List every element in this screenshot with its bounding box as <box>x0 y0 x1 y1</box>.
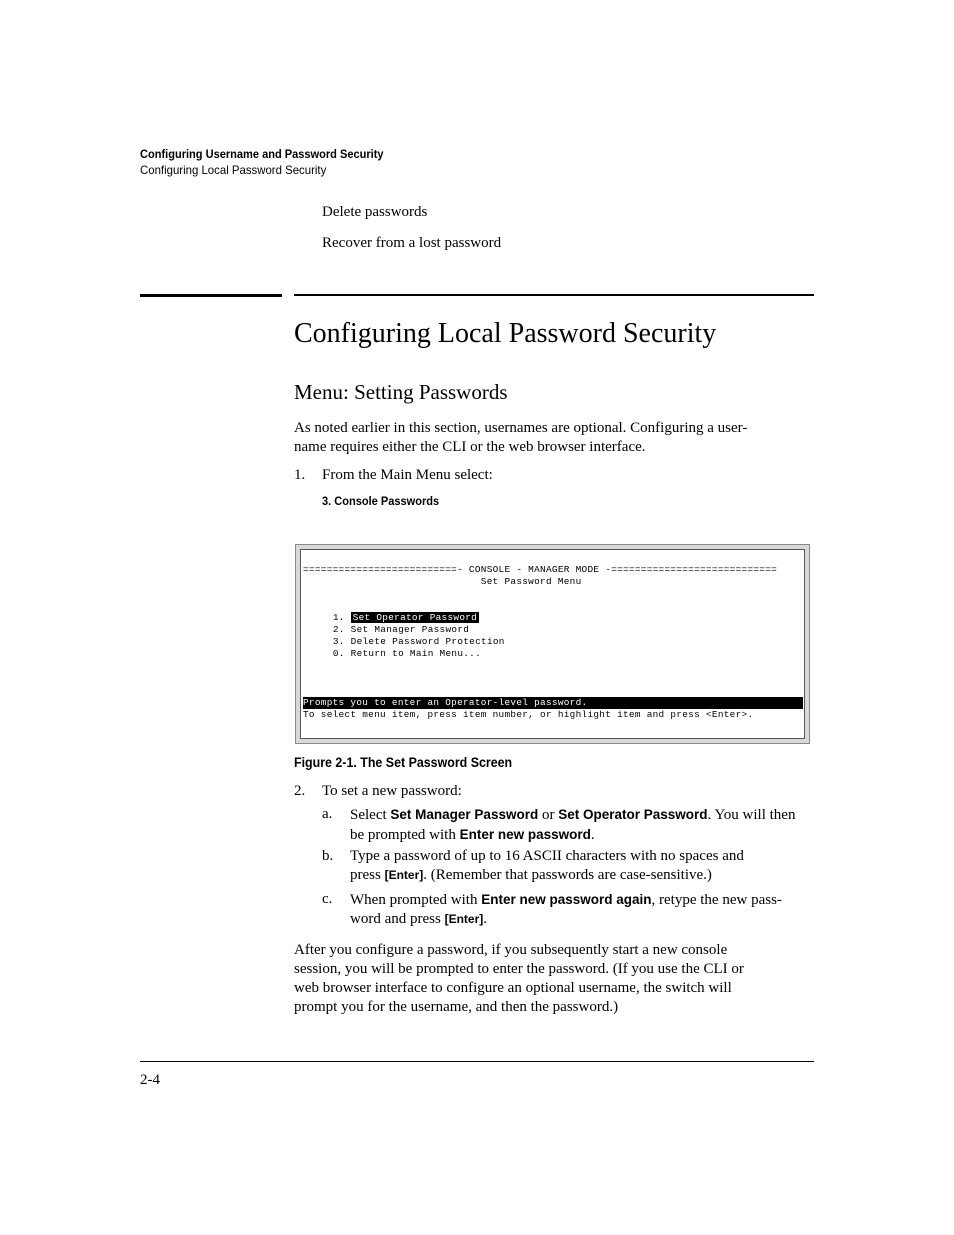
list-item: Recover from a lost password <box>322 235 502 251</box>
step-text: To set a new password: <box>322 783 462 799</box>
page-number: 2-4 <box>140 1072 160 1088</box>
running-header-chapter: Configuring Username and Password Security <box>140 147 384 161</box>
terminal-menu-item[interactable] <box>321 636 481 660</box>
paragraph-line: web browser interface to configure an optional username, the switch will <box>294 980 732 996</box>
section-rule-right <box>294 294 814 296</box>
menu-item-number: 2. <box>332 624 345 635</box>
paragraph-line: session, you will be prompted to enter the password. (If you use the CLI or <box>294 961 744 977</box>
menu-command: 3. Console Passwords <box>322 494 440 508</box>
paragraph-line: prompt you for the username, and then the password.) <box>294 999 619 1015</box>
section-subheading: Menu: Setting Passwords <box>294 380 508 404</box>
ui-keyword: Enter new password again <box>481 892 652 907</box>
menu-item-label: Return to Main Menu... <box>350 648 482 659</box>
paragraph-line: After you configure a password, if you subsequently start a new console <box>294 942 728 958</box>
substep-text: Select Set Manager Password or Set Operator Password. You will then be prompted with Enter new password. <box>350 807 796 843</box>
running-header-section: Configuring Local Password Security <box>140 163 327 177</box>
substep-letter: c. <box>322 891 333 907</box>
terminal-menu-title: Set Password Menu <box>303 576 582 587</box>
paragraph-line: As noted earlier in this section, usernames are optional. Configuring a user- <box>294 420 748 436</box>
menu-item-label: Delete Password Protection <box>350 636 505 647</box>
list-item: Delete passwords <box>322 204 428 220</box>
substep-letter: b. <box>322 848 334 864</box>
terminal-status-bar: Prompts you to enter an Operator-level password. <box>303 697 803 709</box>
step-text: From the Main Menu select: <box>322 467 493 483</box>
keyboard-key: [Enter] <box>384 868 424 882</box>
ui-keyword: Set Manager Password <box>390 807 539 822</box>
intro-paragraph <box>294 419 814 457</box>
figure-caption: Figure 2-1. The Set Password Screen <box>294 755 513 770</box>
keyboard-key: [Enter] <box>444 912 484 926</box>
step-number: 1. <box>294 467 306 483</box>
footer-rule <box>140 1061 814 1062</box>
menu-item-number: 1. <box>332 612 345 623</box>
terminal-title-bar: ==========================- CONSOLE - MANAGER MODE -============================ <box>303 564 778 575</box>
menu-item-label: Set Manager Password <box>350 624 470 635</box>
substep-text: Type a password of up to 16 ASCII characters with no spaces and press [Enter]. (Remember that passwords are case-sensitive.) <box>350 848 744 883</box>
substep-text: When prompted with Enter new password again, retype the new pass- word and press [Enter]. <box>350 892 782 927</box>
paragraph-line: name requires either the CLI or the web browser interface. <box>294 439 646 455</box>
page-title: Configuring Local Password Security <box>294 318 717 349</box>
section-rule-left <box>140 294 282 297</box>
closing-paragraph <box>294 941 814 1017</box>
menu-item-number: 3. <box>332 636 345 647</box>
ui-keyword: Enter new password <box>459 827 591 842</box>
terminal-help-line: To select menu item, press item number, or highlight item and press <Enter>. <box>303 709 754 720</box>
ui-keyword: Set Operator Password <box>558 807 708 822</box>
menu-item-number: 0. <box>332 648 345 659</box>
substep-letter: a. <box>322 806 333 822</box>
step-number: 2. <box>294 783 306 799</box>
menu-item-label-selected: Set Operator Password <box>352 612 478 623</box>
